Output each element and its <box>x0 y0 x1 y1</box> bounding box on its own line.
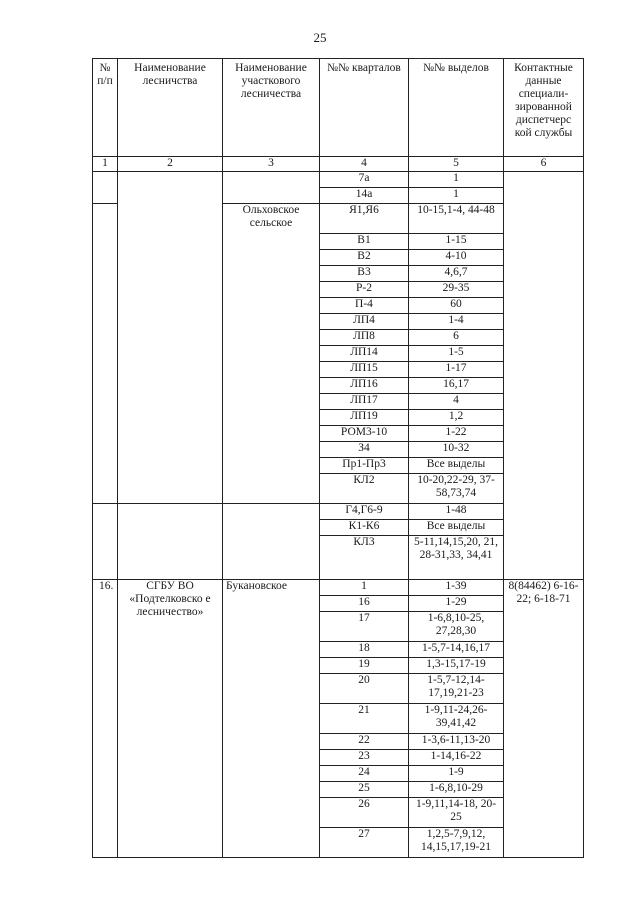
quarter-cell: ЛП15 <box>320 362 409 378</box>
allotment-cell: 1-9 <box>409 766 504 782</box>
quarter-cell: ЛП17 <box>320 394 409 410</box>
allotment-cell: 16,17 <box>409 378 504 394</box>
allotment-cell: 4 <box>409 394 504 410</box>
quarter-cell: ЛП8 <box>320 330 409 346</box>
allotment-cell: 1-29 <box>409 596 504 612</box>
header-forestry: Наименование лесничства <box>118 59 223 157</box>
quarter-cell: ЛП14 <box>320 346 409 362</box>
allotment-cell: 1-17 <box>409 362 504 378</box>
column-number-row <box>93 157 584 172</box>
allotment-cell: 1-15 <box>409 234 504 250</box>
quarter-cell: ЛП19 <box>320 410 409 426</box>
allotment-cell: 1 <box>409 188 504 204</box>
quarter-cell: ЛП16 <box>320 378 409 394</box>
allotment-cell: 1-14,16-22 <box>409 750 504 766</box>
header-row <box>93 59 584 157</box>
forestry-table <box>92 58 584 858</box>
quarter-cell: З4 <box>320 442 409 458</box>
header-contacts: Контактные данные специали-зированной диспетчерс кой службы <box>504 59 584 157</box>
allotment-cell: 6 <box>409 330 504 346</box>
allotment-cell: 4,6,7 <box>409 266 504 282</box>
district-cell <box>223 504 320 580</box>
forestry-cell <box>118 504 223 580</box>
allotment-cell: 1-5,7-14,16,17 <box>409 642 504 658</box>
allotment-cell: 1-48 <box>409 504 504 520</box>
column-number: 4 <box>320 157 409 172</box>
quarter-cell: В1 <box>320 234 409 250</box>
allotment-cell: 1-39 <box>409 580 504 596</box>
number-cell <box>93 204 118 504</box>
quarter-cell: К1-К6 <box>320 520 409 536</box>
table-row <box>93 580 584 596</box>
allotment-cell: Все выделы <box>409 458 504 474</box>
allotment-cell: 1-9,11-24,26-39,41,42 <box>409 704 504 734</box>
contact-info: 8(84462) 6-16-22; 6-18-71 <box>504 580 584 858</box>
quarter-cell: 14а <box>320 188 409 204</box>
header-allotments: №№ выделов <box>409 59 504 157</box>
quarter-cell: 23 <box>320 750 409 766</box>
allotment-cell: 1-22 <box>409 426 504 442</box>
allotment-cell: 1-5 <box>409 346 504 362</box>
header-quarters: №№ кварталов <box>320 59 409 157</box>
allotment-cell: 1-3,6-11,13-20 <box>409 734 504 750</box>
allotment-cell: Все выделы <box>409 520 504 536</box>
quarter-cell: 7а <box>320 172 409 188</box>
allotment-cell: 10-20,22-29, 37-58,73,74 <box>409 474 504 504</box>
allotment-cell: 1-4 <box>409 314 504 330</box>
allotment-cell: 1-6,8,10-29 <box>409 782 504 798</box>
allotment-cell: 1,2,5-7,9,12, 14,15,17,19-21 <box>409 828 504 858</box>
quarter-cell: РОМ3-10 <box>320 426 409 442</box>
header-number: № п/п <box>93 59 118 157</box>
column-number: 1 <box>93 157 118 172</box>
quarter-cell: 25 <box>320 782 409 798</box>
header-district-forestry: Наименование участкового лесничества <box>223 59 320 157</box>
quarter-cell: Г4,Г6-9 <box>320 504 409 520</box>
table-body <box>93 59 584 858</box>
quarter-cell: ЛП4 <box>320 314 409 330</box>
quarter-cell: 20 <box>320 674 409 704</box>
allotment-cell: 4-10 <box>409 250 504 266</box>
quarter-cell: Я1,Я6 <box>320 204 409 234</box>
quarter-cell: В2 <box>320 250 409 266</box>
column-number: 5 <box>409 157 504 172</box>
quarter-cell: 26 <box>320 798 409 828</box>
quarter-cell: 19 <box>320 658 409 674</box>
page-number: 25 <box>313 30 327 45</box>
table-row <box>93 172 584 188</box>
column-number: 2 <box>118 157 223 172</box>
quarter-cell: Р-2 <box>320 282 409 298</box>
allotment-cell: 60 <box>409 298 504 314</box>
forestry-cell <box>118 172 223 504</box>
allotment-cell: 10-32 <box>409 442 504 458</box>
allotment-cell: 5-11,14,15,20, 21, 28-31,33, 34,41 <box>409 536 504 580</box>
quarter-cell: 18 <box>320 642 409 658</box>
allotment-cell: 1-6,8,10-25, 27,28,30 <box>409 612 504 642</box>
allotment-cell: 1-9,11,14-18, 20-25 <box>409 798 504 828</box>
quarter-cell: КЛ2 <box>320 474 409 504</box>
quarter-cell: 17 <box>320 612 409 642</box>
number-cell <box>93 504 118 580</box>
forestry-name: СГБУ ВО «Подтелковско е лесничество» <box>118 580 223 858</box>
allotment-cell: 1,2 <box>409 410 504 426</box>
number-cell <box>93 172 118 204</box>
quarter-cell: 24 <box>320 766 409 782</box>
contact-cell <box>504 172 584 580</box>
allotment-cell: 1,3-15,17-19 <box>409 658 504 674</box>
allotment-cell: 29-35 <box>409 282 504 298</box>
district-cell <box>223 172 320 204</box>
district-cell-olkhovskoe: Ольховское сельское <box>223 204 320 504</box>
quarter-cell: Пр1-Пр3 <box>320 458 409 474</box>
district-name: Букановское <box>223 580 320 858</box>
quarter-cell: 21 <box>320 704 409 734</box>
allotment-cell: 10-15,1-4, 44-48 <box>409 204 504 234</box>
column-number: 6 <box>504 157 584 172</box>
quarter-cell: В3 <box>320 266 409 282</box>
quarter-cell: 1 <box>320 580 409 596</box>
quarter-cell: 27 <box>320 828 409 858</box>
quarter-cell: КЛ3 <box>320 536 409 580</box>
column-number: 3 <box>223 157 320 172</box>
allotment-cell: 1-5,7-12,14-17,19,21-23 <box>409 674 504 704</box>
quarter-cell: 16 <box>320 596 409 612</box>
quarter-cell: П-4 <box>320 298 409 314</box>
allotment-cell: 1 <box>409 172 504 188</box>
entry-number: 16. <box>93 580 118 858</box>
quarter-cell: 22 <box>320 734 409 750</box>
